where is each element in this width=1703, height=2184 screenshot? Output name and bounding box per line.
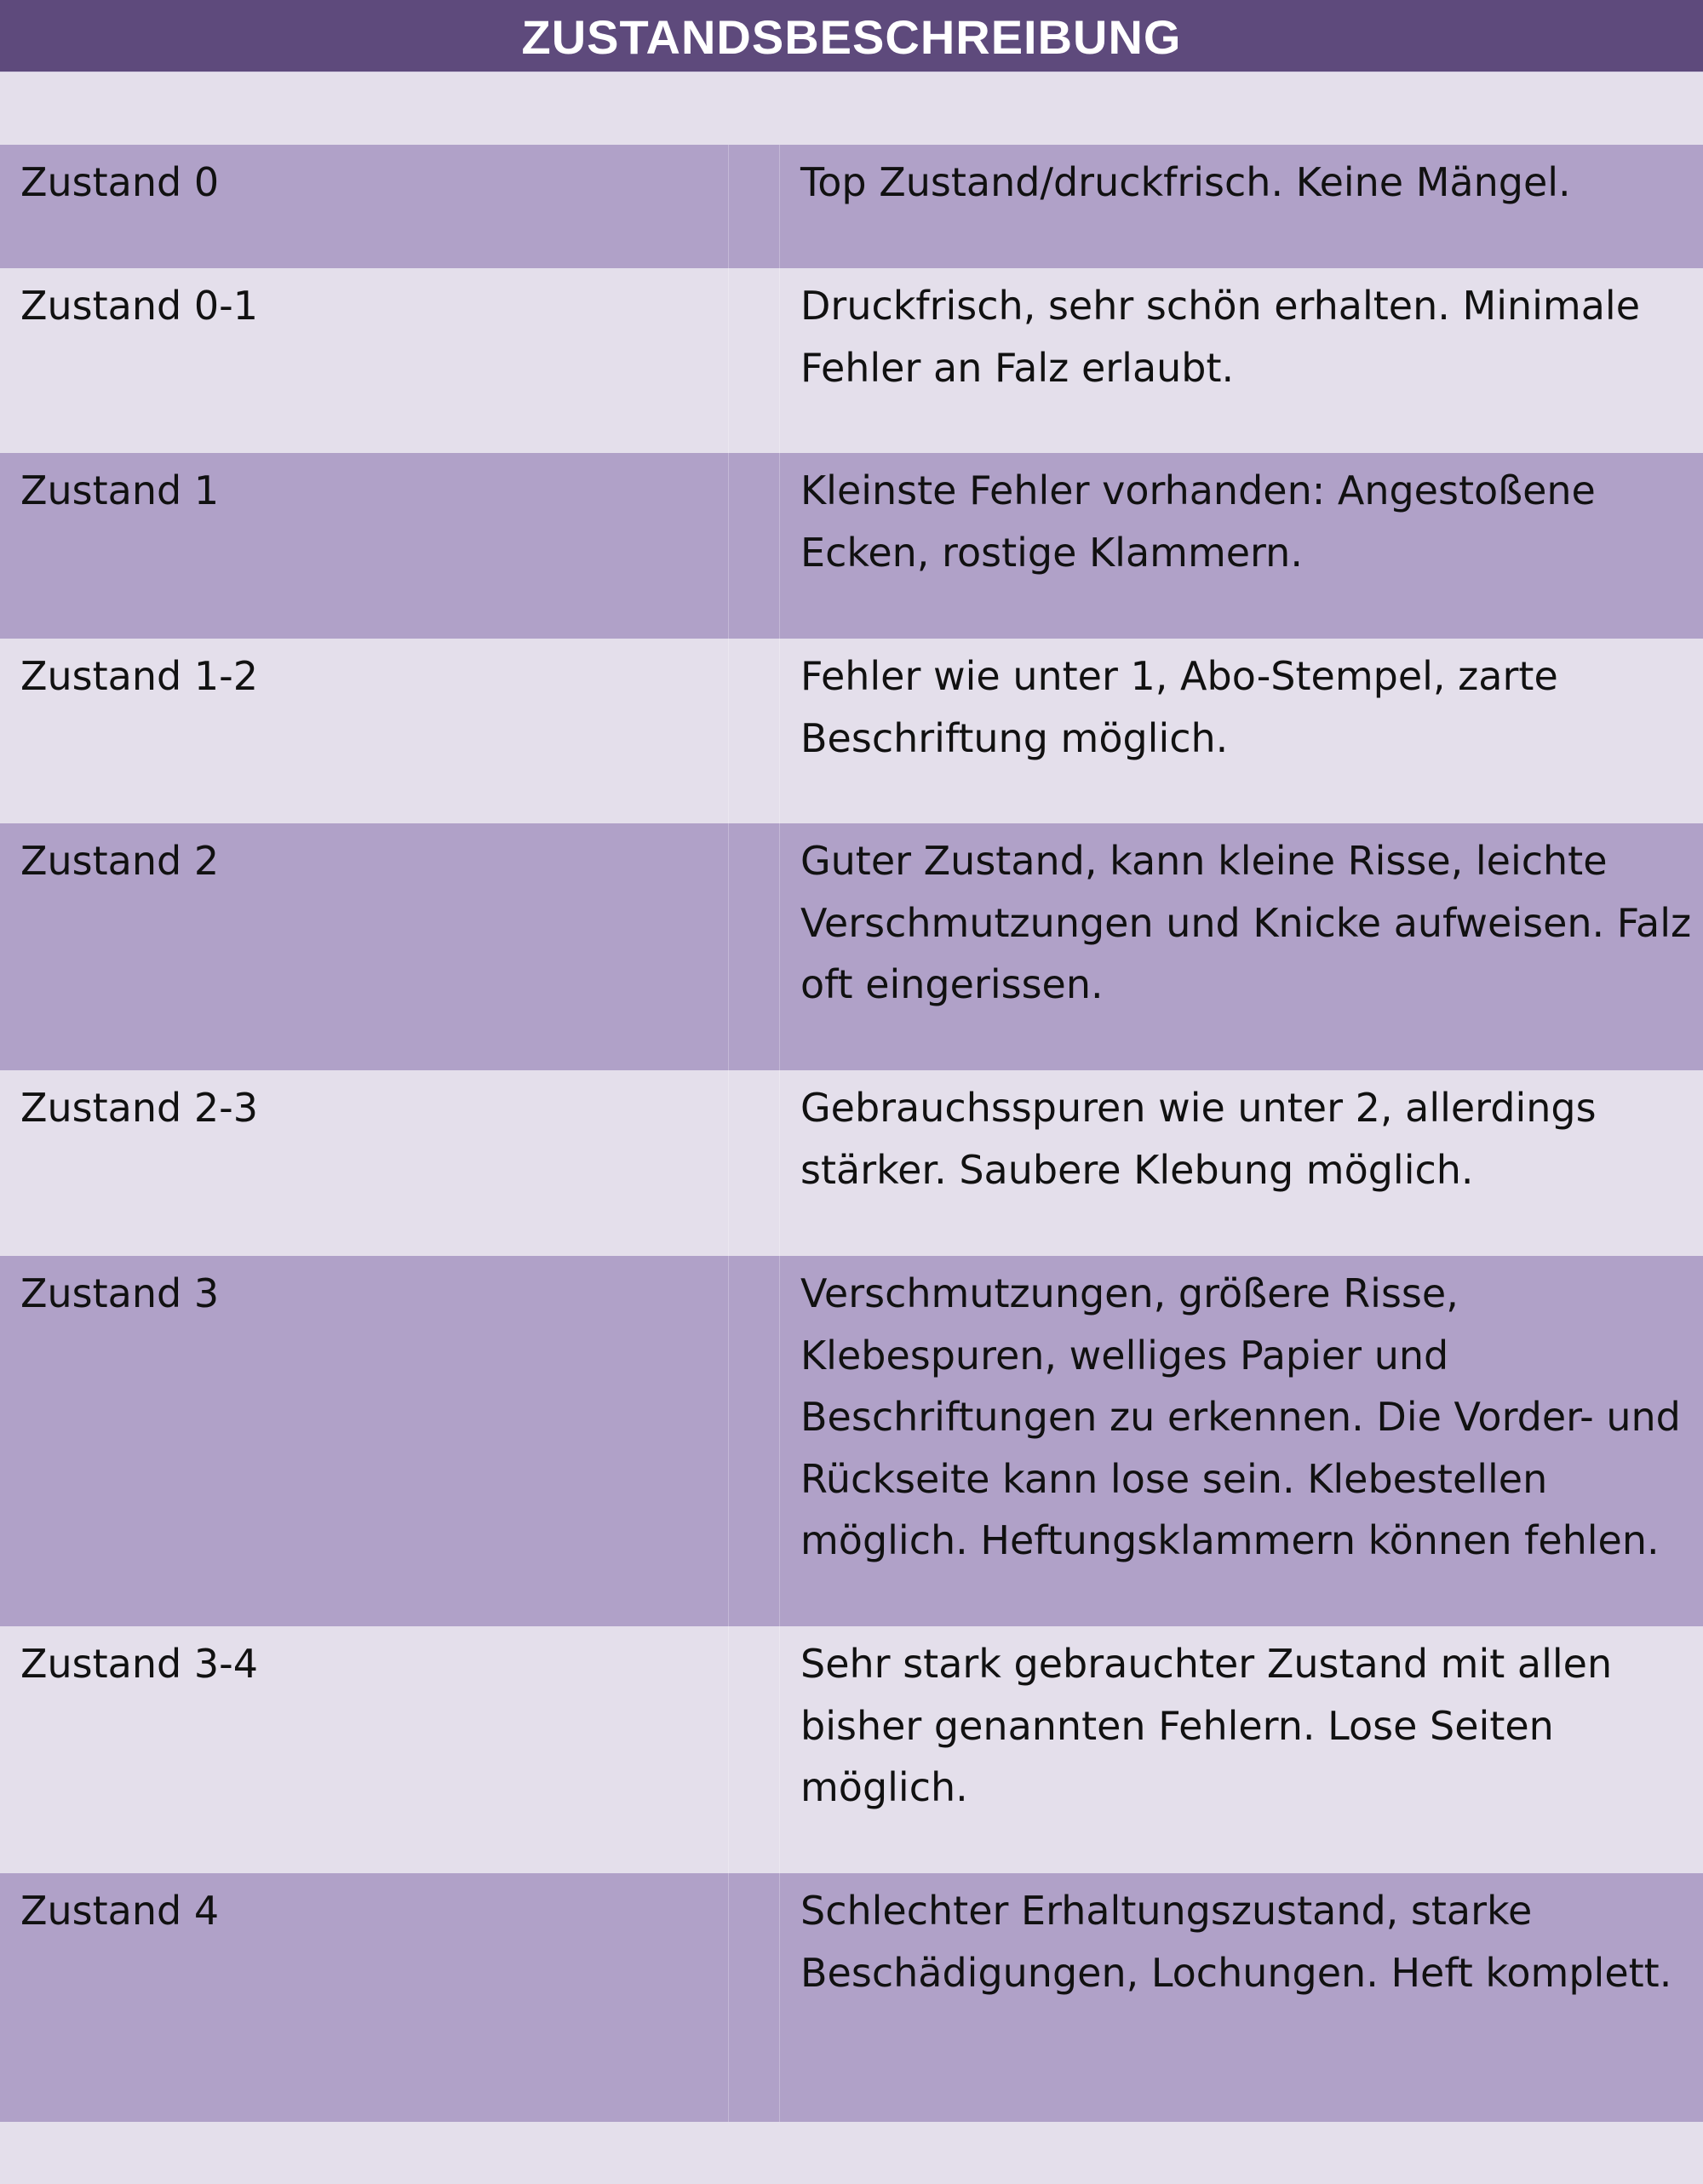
condition-label: Zustand 2	[20, 838, 220, 884]
table-row	[0, 453, 1703, 639]
condition-description: Schlechter Erhaltungszustand, starke Beschädigungen, Lochungen. Heft komplett.	[800, 1888, 1672, 1996]
condition-description: Kleinste Fehler vorhanden: Angestoßene Ecken, rostige Klammern.	[800, 467, 1596, 576]
table-row	[0, 145, 1703, 268]
condition-label: Zustand 4	[20, 1888, 220, 1934]
condition-table	[0, 145, 1703, 2122]
table-row	[0, 823, 1703, 1070]
table-row	[0, 1070, 1703, 1256]
condition-label: Zustand 0-1	[20, 283, 258, 329]
condition-label: Zustand 2-3	[20, 1085, 258, 1131]
page-title: ZUSTANDSBESCHREIBUNG	[0, 0, 1703, 72]
condition-label: Zustand 1	[20, 467, 220, 513]
table-row	[0, 639, 1703, 823]
condition-description: Guter Zustand, kann kleine Risse, leichte Verschmutzungen und Knicke aufweisen. Falz oft eingerissen.	[800, 838, 1692, 1007]
condition-description: Gebrauchsspuren wie unter 2, allerdings stärker. Saubere Klebung möglich.	[800, 1085, 1597, 1193]
condition-description: Fehler wie unter 1, Abo-Stempel, zarte Beschriftung möglich.	[800, 653, 1558, 761]
table-row	[0, 268, 1703, 453]
table-row	[0, 1256, 1703, 1626]
table-row	[0, 1873, 1703, 2122]
header-spacer	[0, 72, 1703, 146]
footer-strip	[0, 2122, 1703, 2184]
condition-label: Zustand 0	[20, 159, 220, 205]
condition-description: Druckfrisch, sehr schön erhalten. Minimale Fehler an Falz erlaubt.	[800, 283, 1640, 391]
condition-label: Zustand 3-4	[20, 1641, 258, 1687]
condition-description: Verschmutzungen, größere Risse, Klebespuren, welliges Papier und Beschriftungen zu erkennen. Die Vorder- und Rückseite kann lose sein. Klebestellen möglich. Heftungsklammern können fehlen.	[800, 1270, 1681, 1563]
condition-label: Zustand 1-2	[20, 653, 258, 699]
condition-description: Top Zustand/druckfrisch. Keine Mängel.	[800, 159, 1571, 205]
table-row	[0, 1626, 1703, 1873]
condition-label: Zustand 3	[20, 1270, 220, 1316]
condition-description: Sehr stark gebrauchter Zustand mit allen bisher genannten Fehlern. Lose Seiten möglich.	[800, 1641, 1613, 1810]
